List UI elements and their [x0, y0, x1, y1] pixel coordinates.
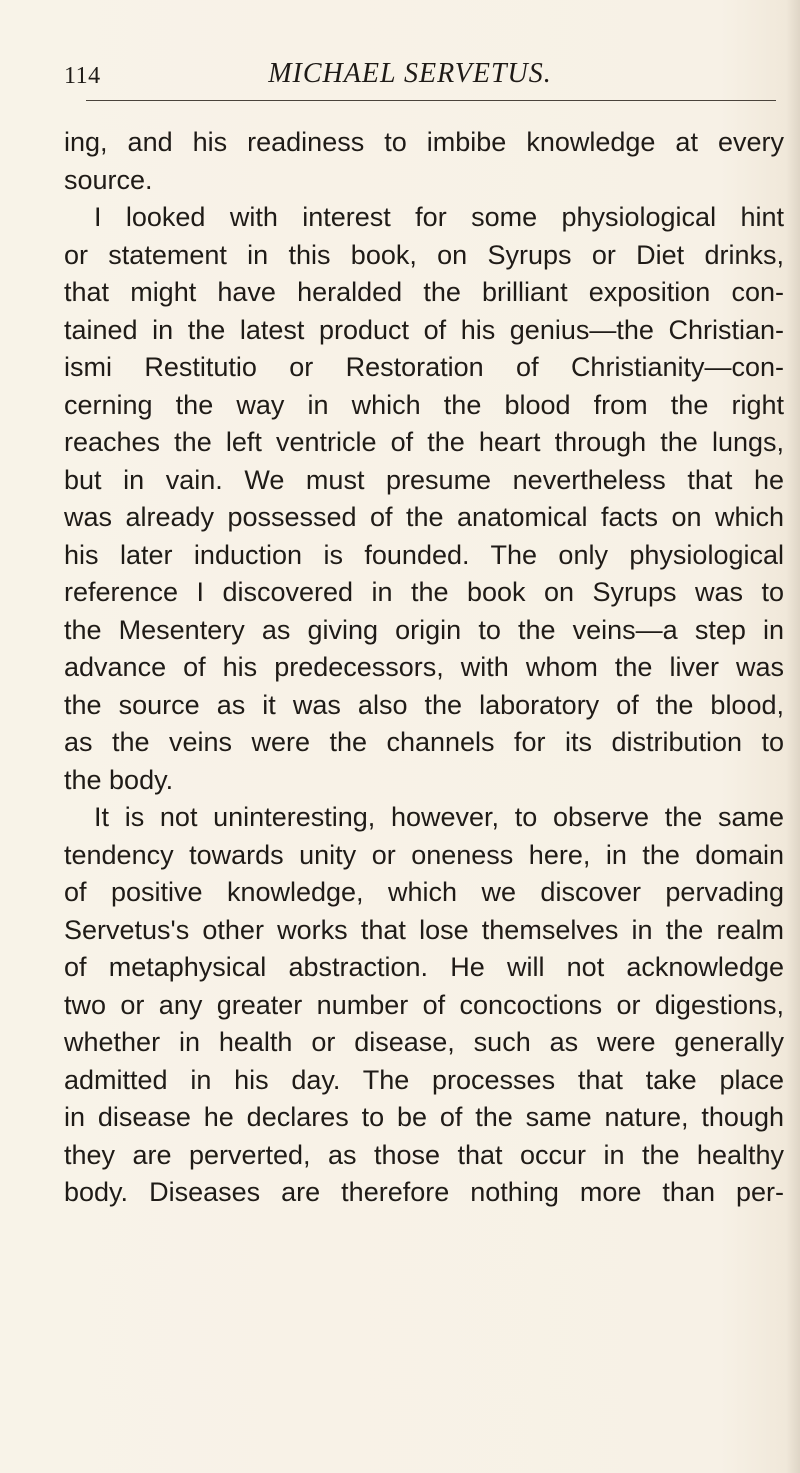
text-line: cerning the way in which the blood from the right	[64, 389, 784, 420]
text-line: but in vain. We must presume nevertheless that he	[64, 464, 784, 495]
text-line: the Mesentery as giving origin to the veins—a step in	[64, 614, 784, 645]
text-line: I looked with interest for some physiological hint	[94, 202, 784, 232]
running-head: MICHAEL SERVETUS.	[268, 58, 552, 89]
text-line: as the veins were the channels for its distribution to	[64, 727, 784, 757]
text-line: they are perverted, as those that occur in the healthy	[64, 1139, 784, 1170]
text-line: advance of his predecessors, with whom the liver was	[64, 652, 784, 682]
text-line: was already possessed of the anatomical facts on which	[64, 502, 784, 532]
text-line: in disease he declares to be of the same nature, though	[64, 1102, 784, 1132]
page-number: 114	[64, 63, 101, 89]
page-edge-shadow	[786, 0, 800, 1473]
page-header	[0, 44, 800, 104]
text-line: his later induction is founded. The only physiological	[64, 539, 784, 570]
text-line: tained in the latest product of his genius—the Christian-	[64, 314, 784, 345]
text-line: reference I discovered in the book on Syrups was to	[64, 577, 784, 607]
text-line: It is not uninteresting, however, to observe the same	[94, 802, 784, 832]
text-line: the source as it was also the laboratory of the blood,	[64, 689, 784, 720]
text-line: ing, and his readiness to imbibe knowledge at every	[64, 127, 784, 157]
text-line: or statement in this book, on Syrups or Diet drinks,	[64, 239, 784, 270]
text-line: source.	[64, 164, 153, 195]
text-line: reaches the left ventricle of the heart through the lungs,	[64, 427, 784, 457]
text-line: of metaphysical abstraction. He will not acknowledge	[64, 952, 784, 982]
text-line: ismi Restitutio or Restoration of Christianity—con-	[64, 352, 784, 382]
body-text	[64, 124, 784, 1212]
text-line: tendency towards unity or oneness here, in the domain	[64, 839, 784, 870]
text-line: admitted in his day. The processes that take place	[64, 1064, 784, 1095]
text-line: of positive knowledge, which we discover pervading	[64, 877, 784, 907]
text-line: the body.	[64, 764, 174, 795]
text-line: Servetus's other works that lose themselves in the realm	[64, 914, 784, 945]
text-line: body. Diseases are therefore nothing more than per-	[64, 1177, 784, 1207]
text-line: two or any greater number of concoctions or digestions,	[64, 989, 784, 1020]
text-line: that might have heralded the brilliant exposition con-	[64, 277, 784, 307]
header-rule	[86, 100, 776, 101]
text-line: whether in health or disease, such as were generally	[64, 1027, 784, 1057]
